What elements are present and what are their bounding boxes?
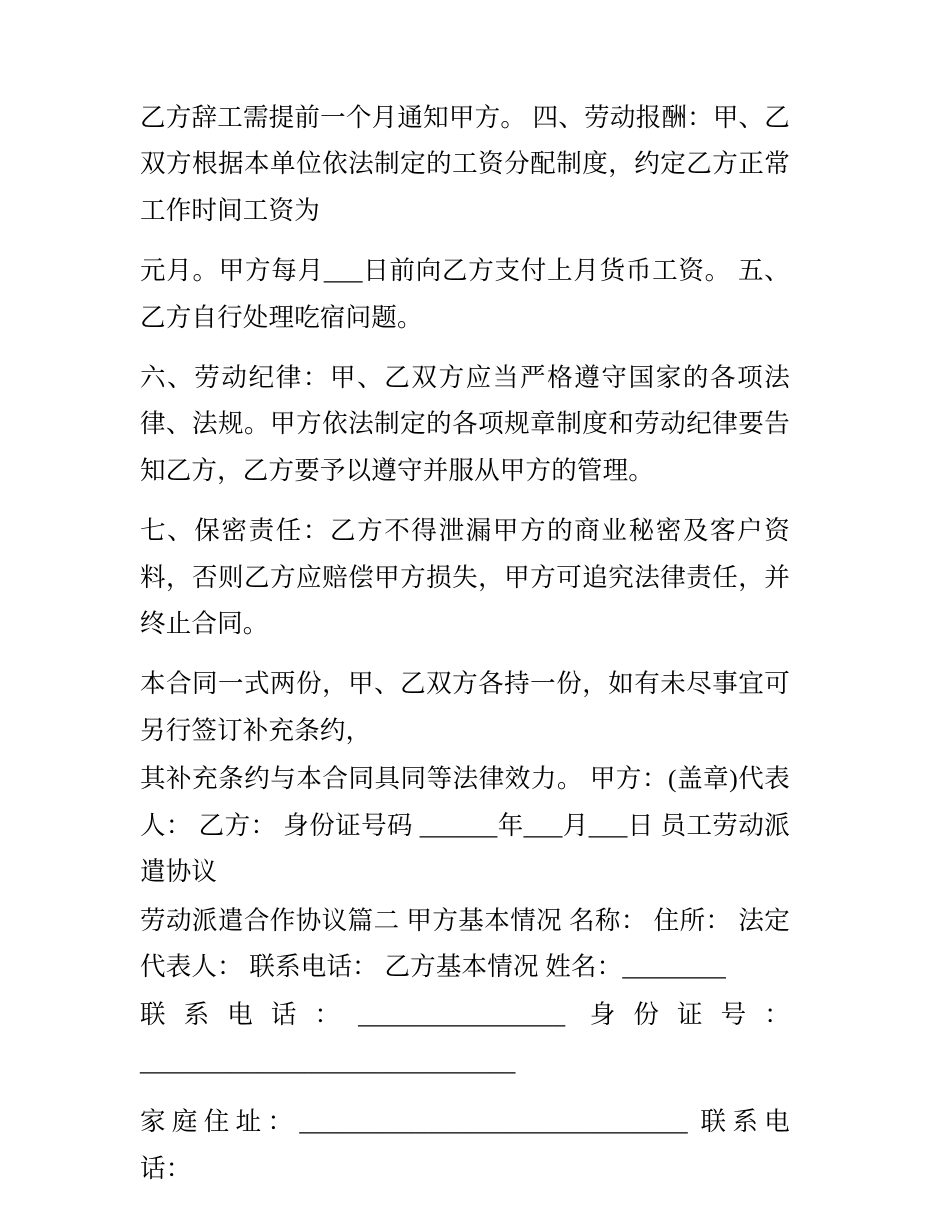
paragraph: 七、保密责任：乙方不得泄漏甲方的商业秘密及客户资料，否则乙方应赔偿甲方损失，甲方可追究法律责任，并终止合同。 — [140, 516, 790, 639]
document-body — [140, 95, 790, 1192]
paragraph: 元月。甲方每月___日前向乙方支付上月货币工资。 五、乙方自行处理吃宿问题。 — [140, 256, 790, 332]
paragraph: 家庭住址：______________________________ 联系电话： — [140, 1107, 790, 1183]
paragraph: 劳动派遣合作协议篇二 甲方基本情况 名称： 住所： 法定代表人： 联系电话： 乙方基本情况 姓名：________ — [140, 905, 790, 981]
paragraph: 乙方辞工需提前一个月通知甲方。 四、劳动报酬：甲、乙双方根据本单位依法制定的工资分配制度，约定乙方正常工作时间工资为 — [140, 103, 790, 225]
paragraph: 联系电话：________________ 身份证号：_____________________________ — [140, 1000, 790, 1076]
paragraph: 六、劳动纪律：甲、乙双方应当严格遵守国家的各项法律、法规。甲方依法制定的各项规章制度和劳动纪律要告知乙方，乙方要予以遵守并服从甲方的管理。 — [140, 363, 790, 485]
paragraph: 本合同一式两份，甲、乙双方各持一份，如有未尽事宜可另行签订补充条约， — [140, 669, 790, 745]
paragraph: 其补充条约与本合同具同等法律效力。 甲方：(盖章)代表人： 乙方： 身份证号码 ______年___月___日 员工劳动派遣协议 — [140, 764, 790, 887]
